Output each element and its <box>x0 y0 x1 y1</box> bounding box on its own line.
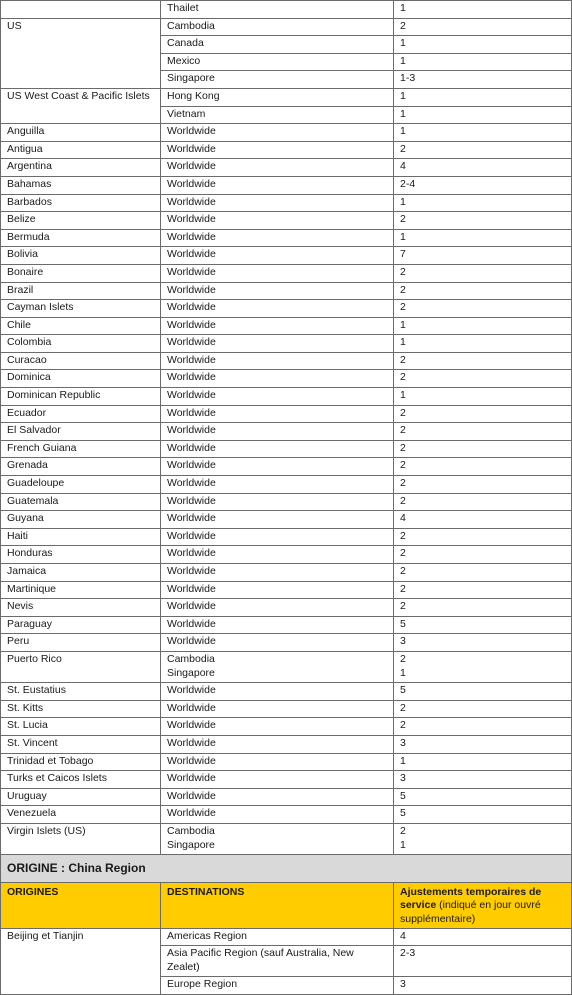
destination-cell: Worldwide <box>161 458 394 476</box>
destination-cell: Worldwide <box>161 264 394 282</box>
days-cell: 2 <box>394 423 572 441</box>
table-row <box>1 370 572 388</box>
origin-cell: Beijing et Tianjin <box>1 928 161 994</box>
section-row <box>1 855 572 883</box>
origin-cell: US <box>1 18 161 88</box>
days-cell: 1 <box>394 36 572 54</box>
destination-cell: Worldwide <box>161 159 394 177</box>
table-row <box>1 493 572 511</box>
days-cell: 1 <box>394 753 572 771</box>
table-row <box>1 753 572 771</box>
days-cell: 1 <box>394 124 572 142</box>
table-row <box>1 683 572 701</box>
origin-cell: Chile <box>1 317 161 335</box>
table-row <box>1 651 572 682</box>
table-row <box>1 771 572 789</box>
days-cell: 4 <box>394 928 572 946</box>
destination-cell: Worldwide <box>161 352 394 370</box>
origin-cell: Ecuador <box>1 405 161 423</box>
destination-cell: Worldwide <box>161 476 394 494</box>
table-row <box>1 423 572 441</box>
days-line: 2 <box>400 652 406 665</box>
origin-cell: Colombia <box>1 335 161 353</box>
table-row <box>1 18 572 36</box>
destination-cell <box>161 651 394 682</box>
days-cell: 2 <box>394 352 572 370</box>
destination-cell: Singapore <box>161 71 394 89</box>
destination-cell: Hong Kong <box>161 88 394 106</box>
origin-cell: St. Vincent <box>1 735 161 753</box>
days-cell: 2-4 <box>394 176 572 194</box>
origin-cell: Paraguay <box>1 616 161 634</box>
origin-cell: Jamaica <box>1 564 161 582</box>
table-row <box>1 300 572 318</box>
origin-cell: Guadeloupe <box>1 476 161 494</box>
days-cell: 2 <box>394 546 572 564</box>
days-line: 2 <box>400 824 406 837</box>
days-cell: 4 <box>394 159 572 177</box>
origin-cell: Martinique <box>1 581 161 599</box>
origin-cell: Virgin Islets (US) <box>1 823 161 854</box>
days-cell <box>394 651 572 682</box>
table-row <box>1 440 572 458</box>
origin-cell: Uruguay <box>1 788 161 806</box>
table-row <box>1 247 572 265</box>
origin-cell: Nevis <box>1 599 161 617</box>
table-row <box>1 212 572 230</box>
days-line: 1 <box>400 838 406 851</box>
origin-cell: Bonaire <box>1 264 161 282</box>
days-cell: 2 <box>394 458 572 476</box>
days-cell: 3 <box>394 771 572 789</box>
destination-cell: Worldwide <box>161 599 394 617</box>
destination-cell: Worldwide <box>161 370 394 388</box>
top-rows <box>1 1 572 855</box>
destination-cell: Worldwide <box>161 616 394 634</box>
days-cell: 2 <box>394 370 572 388</box>
table-row <box>1 1 572 19</box>
days-cell: 2 <box>394 18 572 36</box>
header-origins: ORIGINES <box>1 883 161 929</box>
days-cell: 5 <box>394 683 572 701</box>
origin-cell: Grenada <box>1 458 161 476</box>
destination-cell: Vietnam <box>161 106 394 124</box>
origin-cell: Guatemala <box>1 493 161 511</box>
table-row <box>1 352 572 370</box>
destination-cell: Canada <box>161 36 394 54</box>
destination-cell: Worldwide <box>161 282 394 300</box>
table-row <box>1 634 572 652</box>
days-cell: 1 <box>394 335 572 353</box>
table-row <box>1 718 572 736</box>
origin-cell: Bermuda <box>1 229 161 247</box>
table-row <box>1 823 572 854</box>
destination-cell: Worldwide <box>161 753 394 771</box>
table-row <box>1 229 572 247</box>
destination-line: Cambodia <box>167 652 215 665</box>
section-title: ORIGINE : China Region <box>1 855 572 883</box>
origin-cell: St. Lucia <box>1 718 161 736</box>
days-cell: 2 <box>394 405 572 423</box>
days-cell: 5 <box>394 788 572 806</box>
destination-cell: Worldwide <box>161 423 394 441</box>
table-row <box>1 476 572 494</box>
days-cell: 1-3 <box>394 71 572 89</box>
header-adjustments-note: (indiqué en jour ouvré supplémentaire) <box>400 899 541 925</box>
table-row <box>1 335 572 353</box>
days-cell: 1 <box>394 388 572 406</box>
origin-cell: Venezuela <box>1 806 161 824</box>
origin-cell: Barbados <box>1 194 161 212</box>
destination-cell: Worldwide <box>161 771 394 789</box>
table-row <box>1 511 572 529</box>
destination-cell: Worldwide <box>161 141 394 159</box>
destination-cell: Worldwide <box>161 335 394 353</box>
table-row <box>1 700 572 718</box>
days-cell: 2 <box>394 599 572 617</box>
origin-cell: Belize <box>1 212 161 230</box>
days-cell: 7 <box>394 247 572 265</box>
days-cell: 2 <box>394 718 572 736</box>
origin-cell: US West Coast & Pacific Islets <box>1 88 161 123</box>
destination-cell: Worldwide <box>161 683 394 701</box>
table-row <box>1 317 572 335</box>
origin-cell: Cayman Islets <box>1 300 161 318</box>
origin-cell: Puerto Rico <box>1 651 161 682</box>
days-cell: 1 <box>394 53 572 71</box>
destination-cell: Worldwide <box>161 528 394 546</box>
destination-cell: Americas Region <box>161 928 394 946</box>
destination-cell: Worldwide <box>161 493 394 511</box>
origin-cell: Trinidad et Tobago <box>1 753 161 771</box>
days-cell: 1 <box>394 106 572 124</box>
days-cell: 2 <box>394 528 572 546</box>
table-row <box>1 405 572 423</box>
destination-line: Singapore <box>167 838 215 851</box>
days-line: 1 <box>400 666 406 679</box>
days-cell: 3 <box>394 634 572 652</box>
days-cell: 2 <box>394 493 572 511</box>
origin-cell: Guyana <box>1 511 161 529</box>
table-row <box>1 159 572 177</box>
origin-cell: Anguilla <box>1 124 161 142</box>
destination-cell: Worldwide <box>161 388 394 406</box>
days-cell: 3 <box>394 735 572 753</box>
days-cell: 5 <box>394 806 572 824</box>
destination-cell: Worldwide <box>161 405 394 423</box>
days-cell: 2-3 <box>394 946 572 977</box>
origin-cell: St. Eustatius <box>1 683 161 701</box>
table-row <box>1 788 572 806</box>
days-cell: 2 <box>394 282 572 300</box>
destination-cell: Worldwide <box>161 718 394 736</box>
days-cell: 2 <box>394 440 572 458</box>
header-destinations: DESTINATIONS <box>161 883 394 929</box>
days-cell: 2 <box>394 476 572 494</box>
destination-cell: Europe Region <box>161 977 394 995</box>
days-cell: 2 <box>394 264 572 282</box>
days-cell: 4 <box>394 511 572 529</box>
destination-cell: Worldwide <box>161 300 394 318</box>
table-row <box>1 388 572 406</box>
table-row <box>1 735 572 753</box>
destination-cell: Worldwide <box>161 124 394 142</box>
origin-cell: Curacao <box>1 352 161 370</box>
destination-cell: Worldwide <box>161 788 394 806</box>
days-cell: 1 <box>394 194 572 212</box>
days-cell: 2 <box>394 300 572 318</box>
destination-line: Singapore <box>167 666 215 679</box>
table-row <box>1 806 572 824</box>
days-cell: 2 <box>394 212 572 230</box>
table-row <box>1 176 572 194</box>
destination-cell: Worldwide <box>161 440 394 458</box>
destination-cell: Worldwide <box>161 229 394 247</box>
table-row <box>1 546 572 564</box>
origin-cell: El Salvador <box>1 423 161 441</box>
origin-cell: Bolivia <box>1 247 161 265</box>
table-row <box>1 141 572 159</box>
header-adjustments <box>394 883 572 929</box>
origin-cell: French Guiana <box>1 440 161 458</box>
origin-cell: Peru <box>1 634 161 652</box>
destination-cell: Worldwide <box>161 700 394 718</box>
table-row <box>1 564 572 582</box>
destination-cell <box>161 823 394 854</box>
destination-cell: Asia Pacific Region (sauf Australia, New Zealet) <box>161 946 394 977</box>
origin-cell: St. Kitts <box>1 700 161 718</box>
table-row <box>1 194 572 212</box>
days-cell <box>394 823 572 854</box>
days-cell: 1 <box>394 1 572 19</box>
days-cell: 3 <box>394 977 572 995</box>
destination-cell: Worldwide <box>161 317 394 335</box>
origin-cell: Haiti <box>1 528 161 546</box>
destination-line: Cambodia <box>167 824 215 837</box>
origin-cell: Brazil <box>1 282 161 300</box>
table-row <box>1 616 572 634</box>
origin-cell: Bahamas <box>1 176 161 194</box>
table-row <box>1 928 572 946</box>
destination-cell: Worldwide <box>161 247 394 265</box>
table-row <box>1 88 572 106</box>
destination-cell: Thailet <box>161 1 394 19</box>
destination-cell: Worldwide <box>161 564 394 582</box>
destination-cell: Worldwide <box>161 194 394 212</box>
destination-cell: Worldwide <box>161 735 394 753</box>
destination-cell: Mexico <box>161 53 394 71</box>
origin-cell: Dominican Republic <box>1 388 161 406</box>
china-rows <box>1 928 572 994</box>
days-cell: 5 <box>394 616 572 634</box>
origin-cell <box>1 1 161 19</box>
origin-cell: Turks et Caicos Islets <box>1 771 161 789</box>
table-row <box>1 458 572 476</box>
destination-cell: Cambodia <box>161 18 394 36</box>
table-row <box>1 581 572 599</box>
header-adjustments-bold: Ajustements temporaires de service <box>400 886 542 912</box>
destination-cell: Worldwide <box>161 581 394 599</box>
header-row <box>1 883 572 929</box>
destination-cell: Worldwide <box>161 546 394 564</box>
days-cell: 1 <box>394 229 572 247</box>
origin-cell: Honduras <box>1 546 161 564</box>
origin-cell: Antigua <box>1 141 161 159</box>
days-cell: 1 <box>394 317 572 335</box>
destination-cell: Worldwide <box>161 511 394 529</box>
days-cell: 2 <box>394 564 572 582</box>
table-row <box>1 124 572 142</box>
destination-cell: Worldwide <box>161 176 394 194</box>
destination-cell: Worldwide <box>161 634 394 652</box>
destination-cell: Worldwide <box>161 806 394 824</box>
days-cell: 2 <box>394 581 572 599</box>
china-section <box>1 855 572 929</box>
table-row <box>1 282 572 300</box>
origin-cell: Argentina <box>1 159 161 177</box>
table-row <box>1 528 572 546</box>
table-row <box>1 264 572 282</box>
destination-cell: Worldwide <box>161 212 394 230</box>
origin-cell: Dominica <box>1 370 161 388</box>
days-cell: 2 <box>394 700 572 718</box>
days-cell: 1 <box>394 88 572 106</box>
table-row <box>1 599 572 617</box>
days-cell: 2 <box>394 141 572 159</box>
